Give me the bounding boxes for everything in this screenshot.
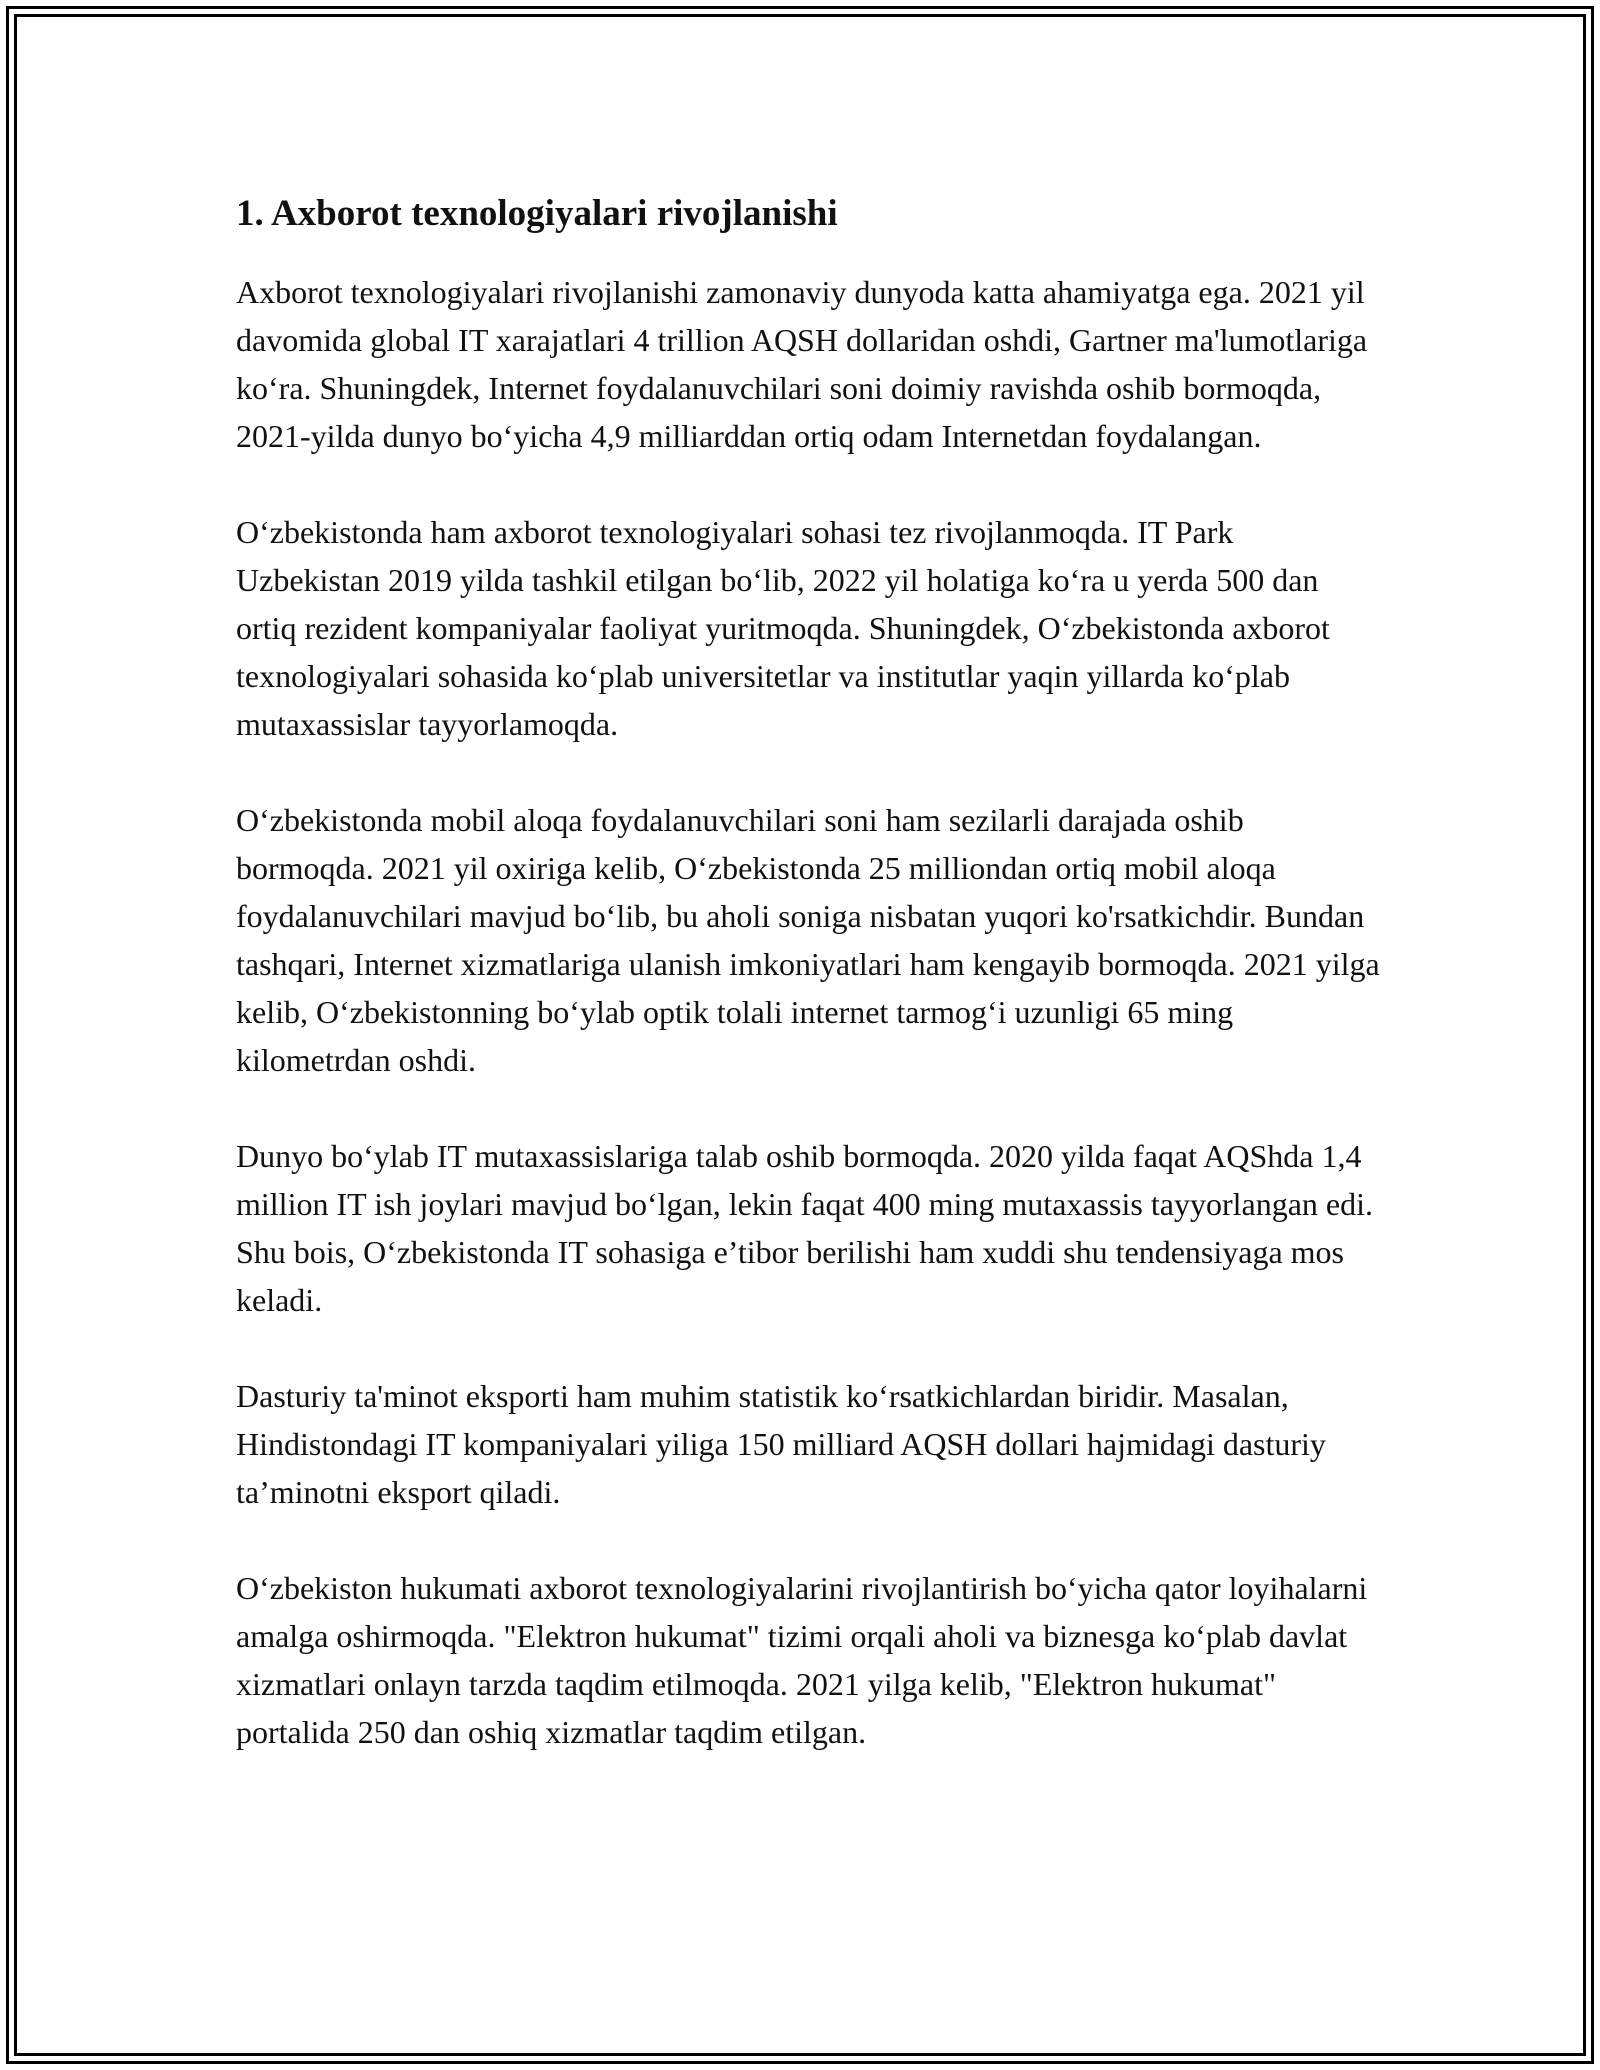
paragraph-it-park: Oʻzbekistonda ham axborot texnologiyalari sohasi tez rivojlanmoqda. IT Park Uzbekistan 2019 yilda tashkil etilgan boʻlib, 2022 yil holatiga koʻra u yerda 500 dan ortiq rezident kompaniyalar faoliyat yuritmoqda. Shuningdek, Oʻzbekistonda axborot texnologiyalari sohasida koʻplab universitetlar va institutlar yaqin yillarda koʻplab mutaxassislar tayyorlamoqda.	[236, 514, 1330, 742]
paragraph-e-government: Oʻzbekiston hukumati axborot texnologiyalarini rivojlantirish boʻyicha qator loyihalarni amalga oshirmoqda. "Elektron hukumat" tizimi orqali aholi va biznesga koʻplab davlat xizmatlari onlayn tarzda taqdim etilmoqda. 2021 yilga kelib, "Elektron hukumat" portalida 250 dan oshiq xizmatlar taqdim etilgan.	[236, 1570, 1368, 1750]
document-body	[236, 190, 1381, 1804]
paragraph-it-demand: Dunyo boʻylab IT mutaxassislariga talab oshib bormoqda. 2020 yilda faqat AQShda 1,4 million IT ish joylari mavjud boʻlgan, lekin faqat 400 ming mutaxassis tayyorlangan edi. Shu bois, Oʻzbekistonda IT sohasiga e’tibor berilishi ham xuddi shu tendensiyaga mos keladi.	[236, 1138, 1373, 1318]
paragraph-software-export: Dasturiy ta'minot eksporti ham muhim statistik koʻrsatkichlardan biridir. Masalan, Hindistondagi IT kompaniyalari yiliga 150 milliard AQSH dollari hajmidagi dasturiy ta’minotni eksport qiladi.	[236, 1378, 1326, 1510]
section-title: 1. Axborot texnologiyalari rivojlanishi	[236, 193, 838, 234]
paragraph-mobile: Oʻzbekistonda mobil aloqa foydalanuvchilari soni ham sezilarli darajada oshib bormoqda. 2021 yil oxiriga kelib, Oʻzbekistonda 25 milliondan ortiq mobil aloqa foydalanuvchilari mavjud boʻlib, bu aholi soniga nisbatan yuqori ko'rsatkichdir. Bundan tashqari, Internet xizmatlariga ulanish imkoniyatlari ham kengayib bormoqda. 2021 yilga kelib, Oʻzbekistonning boʻylab optik tolali internet tarmogʻi uzunligi 65 ming kilometrdan oshdi.	[236, 802, 1380, 1078]
paragraph-global-it: Axborot texnologiyalari rivojlanishi zamonaviy dunyoda katta ahamiyatga ega. 2021 yil davomida global IT xarajatlari 4 trillion AQSH dollaridan oshdi, Gartner ma'lumotlariga koʻra. Shuningdek, Internet foydalanuvchilari soni doimiy ravishda oshib bormoqda, 2021-yilda dunyo boʻyicha 4,9 milliarddan ortiq odam Internetdan foydalangan.	[236, 274, 1368, 454]
